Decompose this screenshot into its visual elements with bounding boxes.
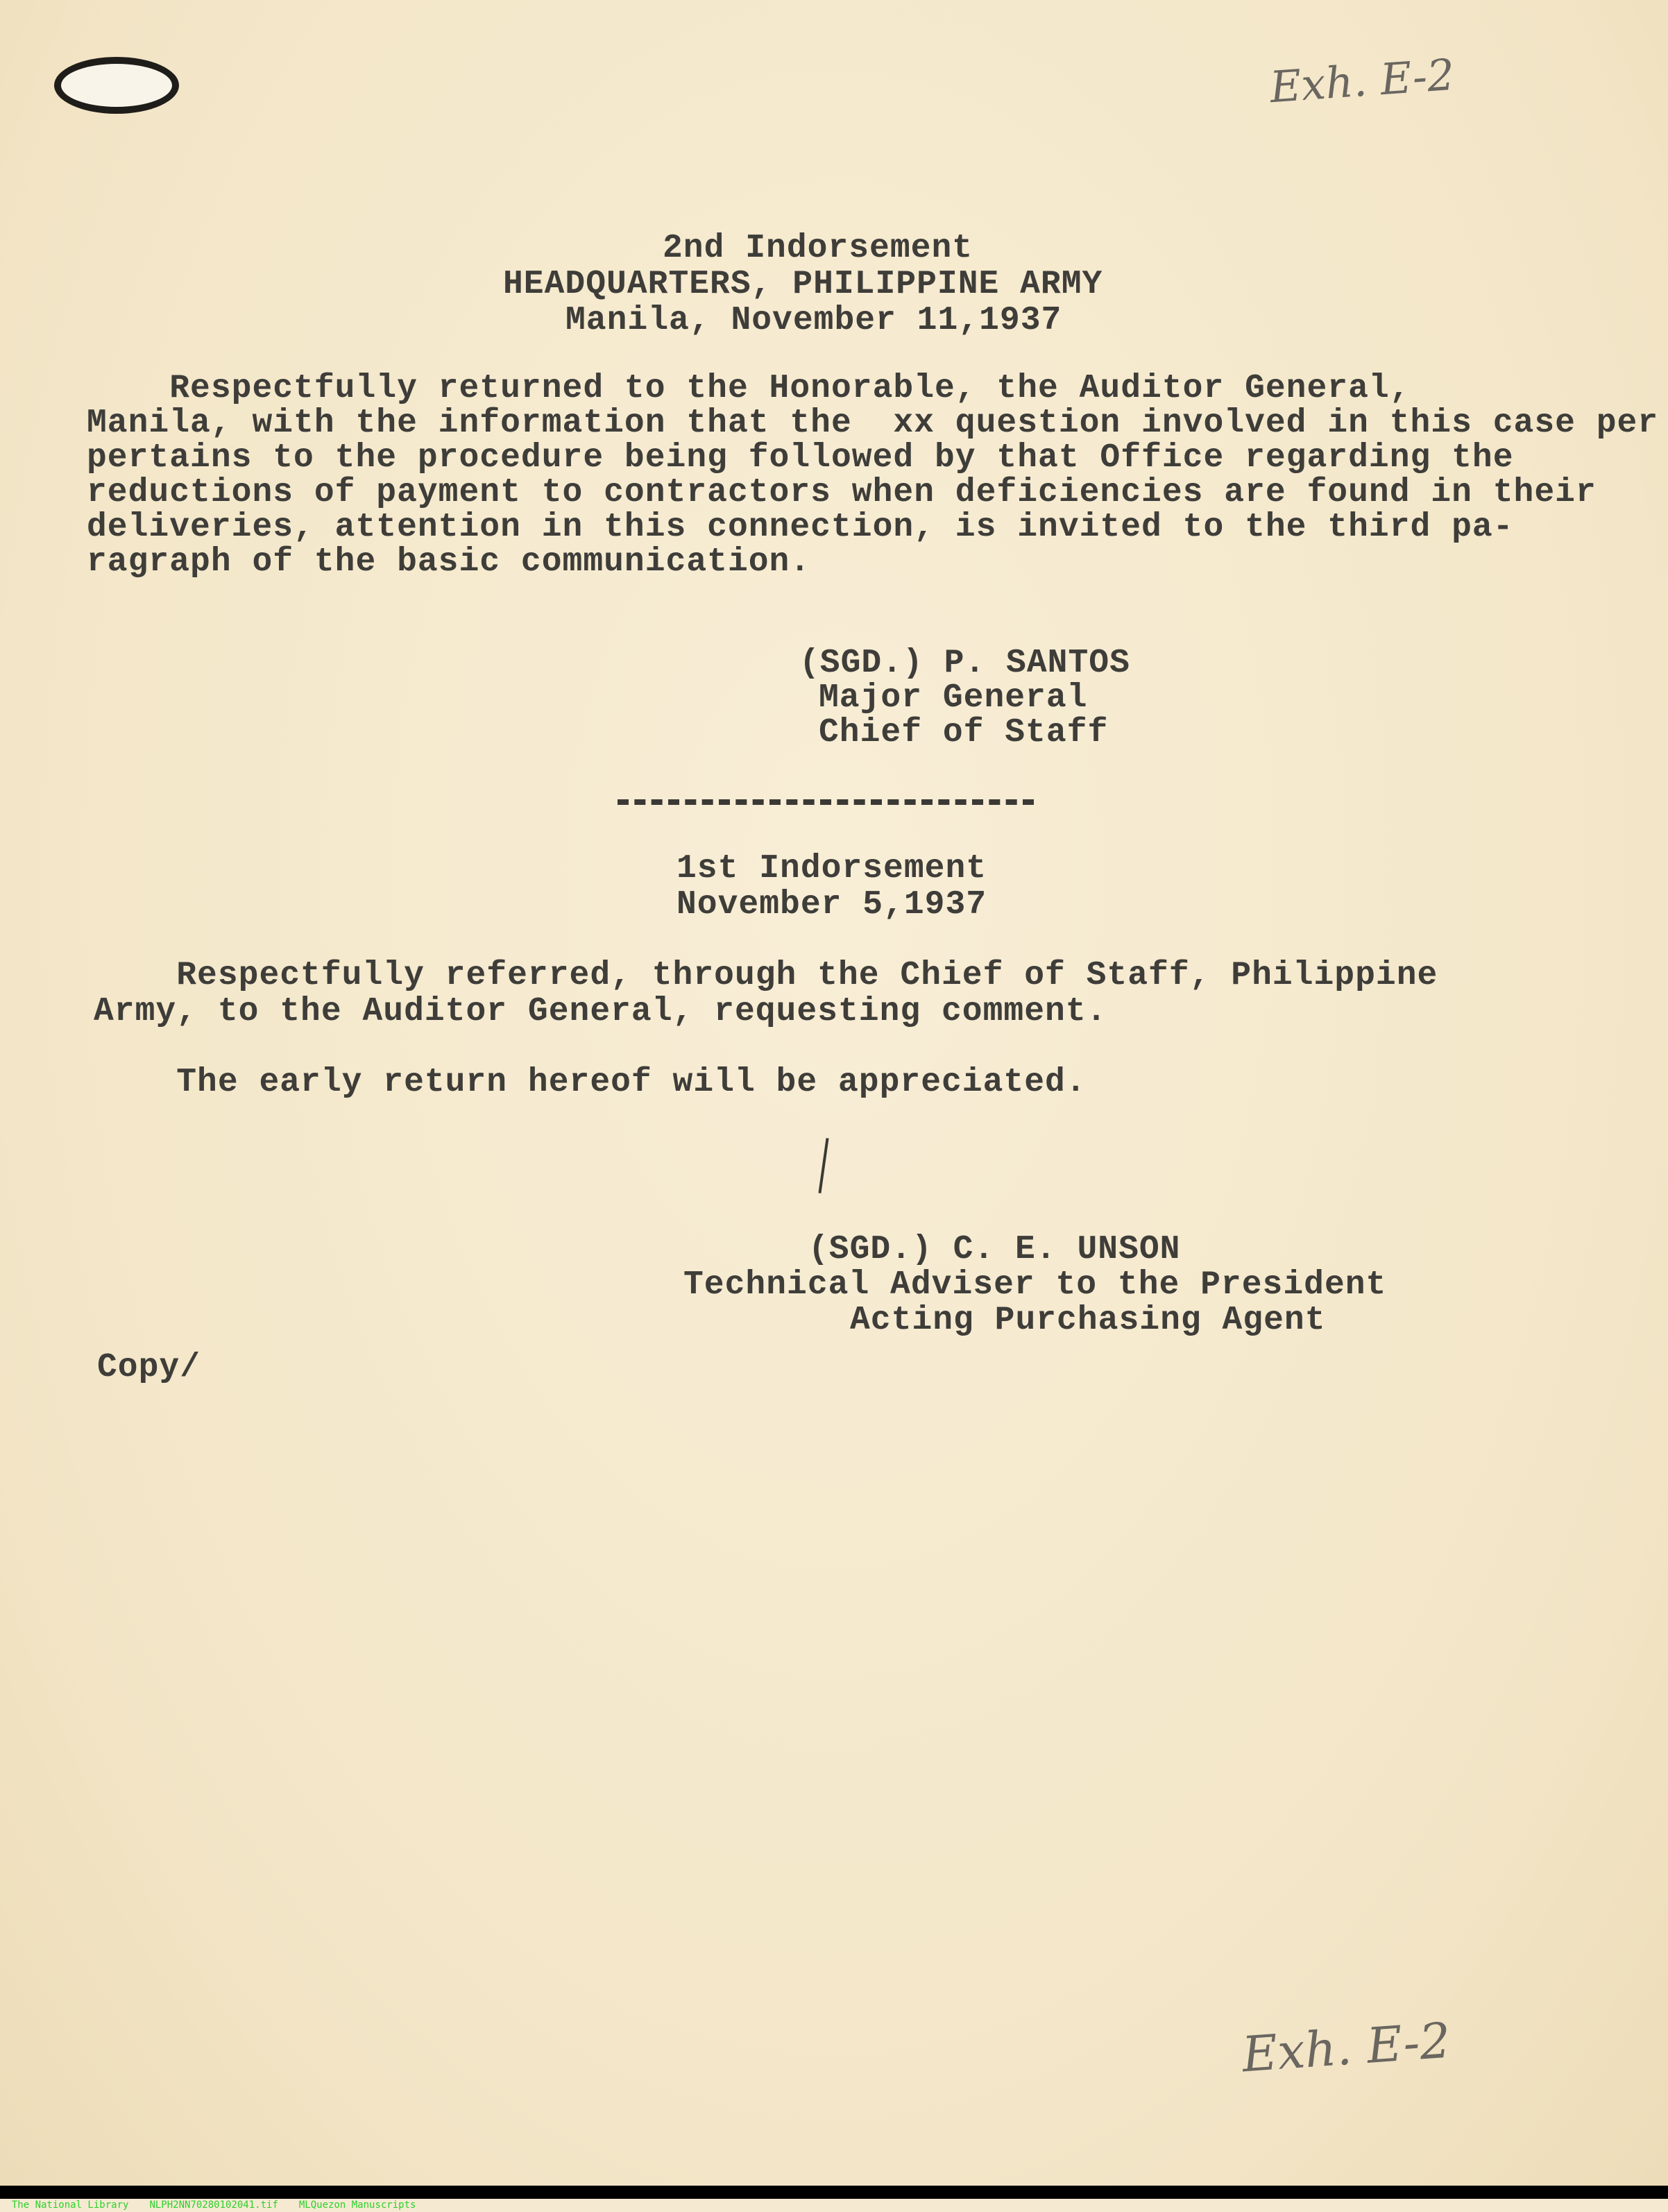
unson-signature-title: Technical Adviser to the President xyxy=(683,1266,1387,1304)
second-indorsement-body-line: pertains to the procedure being followed by that Office regarding the xyxy=(87,439,1514,477)
first-indorsement-date: November 5,1937 xyxy=(676,886,987,924)
footer-file: NLPH2NN70280102041.tif xyxy=(149,2200,278,2211)
exhibit-annotation-top: Exh. E-2 xyxy=(1268,49,1456,113)
pen-mark xyxy=(818,1138,828,1193)
scan-footer xyxy=(0,2186,1668,2211)
second-indorsement-title: 2nd Indorsement xyxy=(663,230,973,267)
unson-signature-role: Acting Purchasing Agent xyxy=(850,1302,1326,1339)
first-indorsement-closing: The early return hereof will be appreciated. xyxy=(94,1064,1087,1101)
first-indorsement-title: 1st Indorsement xyxy=(676,850,987,887)
santos-signature-title: Chief of Staff xyxy=(819,714,1109,751)
santos-signature-rank: Major General xyxy=(819,679,1088,717)
second-indorsement-body-line: Respectfully returned to the Honorable, the Auditor General, xyxy=(87,370,1411,407)
footer-source: The National Library xyxy=(11,2200,129,2211)
second-indorsement-office: HEADQUARTERS, PHILIPPINE ARMY xyxy=(503,266,1103,303)
santos-signature-name: (SGD.) P. SANTOS xyxy=(799,645,1130,682)
second-indorsement-body-line: Manila, with the information that the xx question involved in this case per xyxy=(87,405,1659,441)
second-indorsement-body-line: deliveries, attention in this connection, is invited to the third pa- xyxy=(87,509,1514,546)
copy-note: Copy/ xyxy=(97,1349,201,1386)
footer-collection: MLQuezon Manuscripts xyxy=(298,2200,416,2211)
unson-signature-name: (SGD.) C. E. UNSON xyxy=(808,1231,1181,1268)
second-indorsement-body-line: reductions of payment to contractors when deficiencies are found in their xyxy=(87,474,1597,511)
section-divider xyxy=(618,799,1034,812)
exhibit-annotation-bottom: Exh. E-2 xyxy=(1240,2011,1453,2084)
first-indorsement-body-line: Respectfully referred, through the Chief of Staff, Philippine xyxy=(94,957,1438,994)
punch-hole xyxy=(61,64,172,107)
first-indorsement-body-line: Army, to the Auditor General, requesting comment. xyxy=(94,993,1107,1030)
second-indorsement-date: Manila, November 11,1937 xyxy=(565,302,1062,339)
second-indorsement-body-line: ragraph of the basic communication. xyxy=(87,543,811,581)
